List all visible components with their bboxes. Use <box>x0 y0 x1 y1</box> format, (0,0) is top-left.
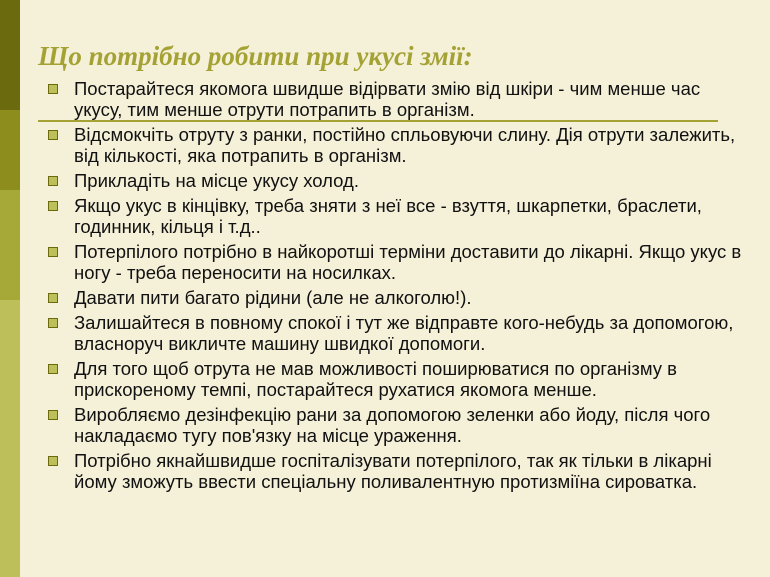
bullet-item <box>48 312 748 354</box>
bullet-item <box>48 170 748 191</box>
bullet-item <box>48 241 748 283</box>
bullet-text: Якщо укус в кінцівку, треба зняти з неї все - взуття, шкарпетки, браслети, годинник, кільця і т.д.. <box>74 195 702 237</box>
square-bullet-icon <box>48 318 58 328</box>
accent-bar-segment <box>0 300 20 577</box>
bullet-text: Потрібно якнайшвидше госпіталізувати потерпілого, так як тільки в лікарні йому зможуть ввести спеціальну поливалентную протизміїна сироватка. <box>74 450 712 492</box>
accent-bar-segment <box>0 190 20 300</box>
bullet-item <box>48 195 748 237</box>
square-bullet-icon <box>48 293 58 303</box>
bullet-text: Для того щоб отрута не мав можливості поширюватися по організму в прискореному темпі, постарайтеся рухатися якомога менше. <box>74 358 678 400</box>
bullet-item <box>48 404 748 446</box>
square-bullet-icon <box>48 247 58 257</box>
bullet-item <box>48 124 748 166</box>
bullet-text: Давати пити багато рідини (але не алкоголю!). <box>74 287 472 308</box>
bullet-text: Відсмокчіть отруту з ранки, постійно спльовуючи слину. Дія отрути залежить, від кількості, яка потрапить в організм. <box>74 124 736 166</box>
square-bullet-icon <box>48 364 58 374</box>
bullet-list <box>48 78 748 496</box>
bullet-text: Залишайтеся в повному спокої і тут же відправте кого-небудь за допомогою, власноруч викличте машину швидкої допомоги. <box>74 312 734 354</box>
square-bullet-icon <box>48 176 58 186</box>
square-bullet-icon <box>48 456 58 466</box>
square-bullet-icon <box>48 130 58 140</box>
bullet-text: Прикладіть на місце укусу холод. <box>74 170 359 191</box>
bullet-text: Потерпілого потрібно в найкоротші терміни доставити до лікарні. Якщо укус в ногу - треба переносити на носилках. <box>74 241 742 283</box>
square-bullet-icon <box>48 84 58 94</box>
left-accent-bar <box>0 0 20 577</box>
accent-bar-segment <box>0 110 20 190</box>
slide-title: Що потрібно робити при укусі змії: <box>38 41 473 71</box>
bullet-item <box>48 358 748 400</box>
square-bullet-icon <box>48 410 58 420</box>
bullet-item <box>48 450 748 492</box>
bullet-item <box>48 78 748 120</box>
bullet-text: Виробляємо дезінфекцію рани за допомогою зеленки або йоду, після чого накладаємо тугу пов'язку на місце ураження. <box>74 404 711 446</box>
bullet-item <box>48 287 748 308</box>
bullet-text: Постарайтеся якомога швидше відірвати змію від шкіри - чим менше час укусу, тим менше отрути потрапить в організм. <box>74 78 701 120</box>
square-bullet-icon <box>48 201 58 211</box>
accent-bar-segment <box>0 0 20 110</box>
